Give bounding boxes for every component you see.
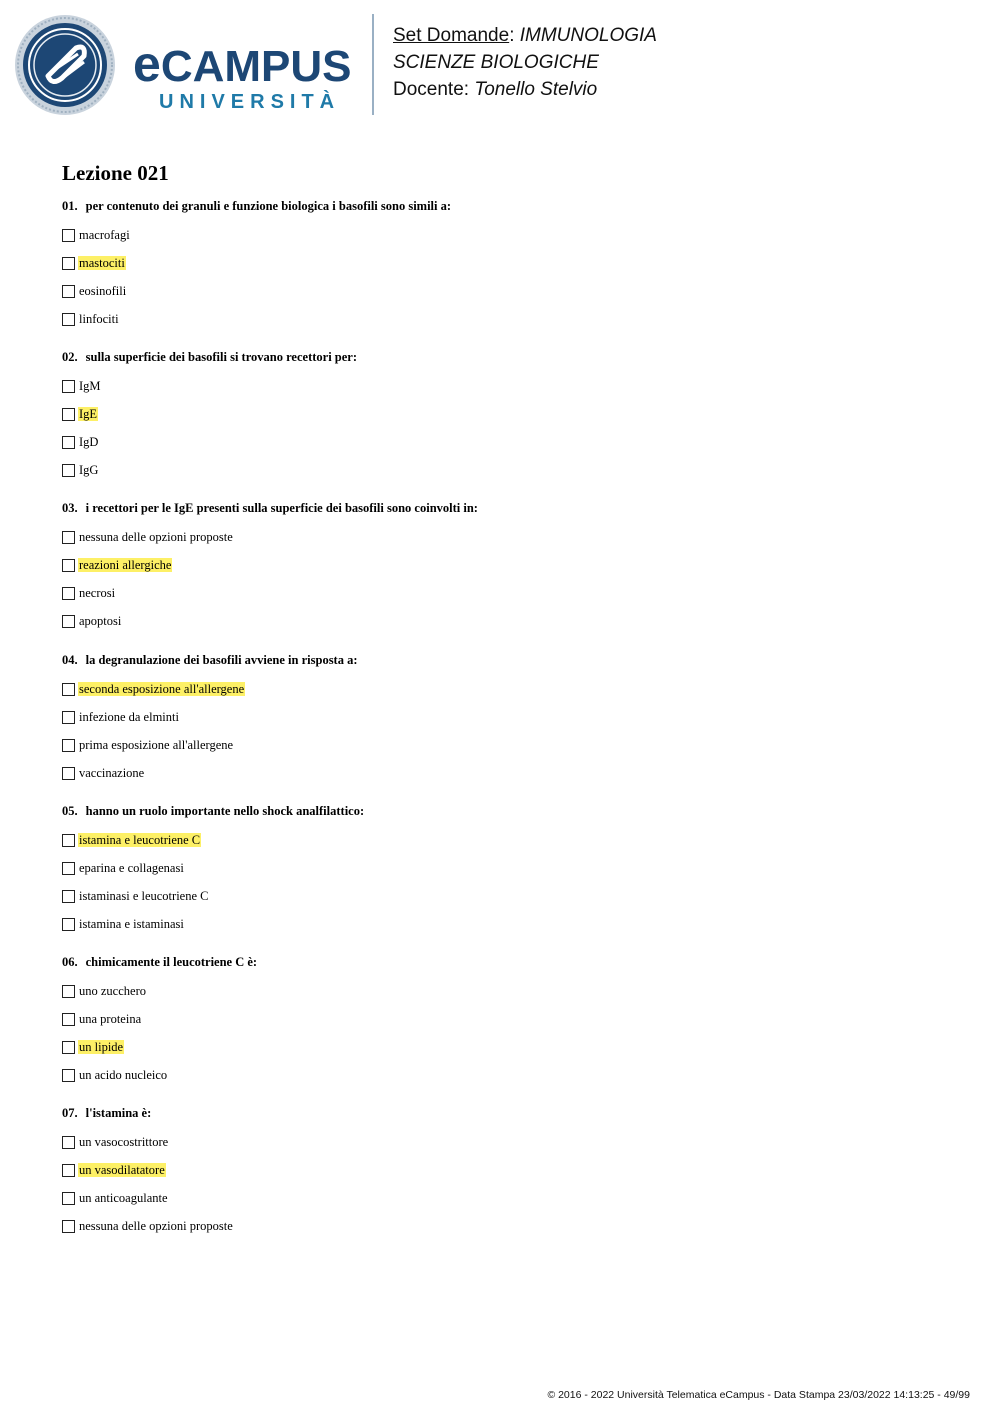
question-text <box>62 953 257 971</box>
answer-label-highlighted: istamina e leucotriene C <box>79 833 201 847</box>
question-prompt: per contenuto dei granuli e funzione biologica i basofili sono simili a: <box>85 199 452 213</box>
answer-checkbox[interactable] <box>62 918 75 931</box>
answer-checkbox[interactable] <box>62 834 75 847</box>
answer-checkbox[interactable] <box>62 739 75 752</box>
subject-name: IMMUNOLOGIA <box>519 25 657 46</box>
answer-checkbox[interactable] <box>62 313 75 326</box>
question-block <box>62 651 358 787</box>
answer-checkbox[interactable] <box>62 408 75 421</box>
question-number: 02. <box>62 350 78 364</box>
answer-checkbox[interactable] <box>62 1136 75 1149</box>
teacher-label: Docente: <box>393 79 475 100</box>
answer-label: un acido nucleico <box>79 1068 168 1082</box>
question-text <box>62 197 451 215</box>
answer-label: un vasocostrittore <box>79 1135 169 1149</box>
answer-label: necrosi <box>79 586 116 600</box>
question-text <box>62 499 478 517</box>
answer-option[interactable] <box>62 249 451 277</box>
answer-label: istaminasi e leucotriene C <box>79 889 209 903</box>
answer-checkbox[interactable] <box>62 1013 75 1026</box>
question-prompt: i recettori per le IgE presenti sulla superficie dei basofili sono coinvolti in: <box>85 501 478 515</box>
wordmark-universita: UNIVERSITÀ <box>159 91 341 113</box>
answer-checkbox[interactable] <box>62 985 75 998</box>
question-text <box>62 651 358 669</box>
teacher-name: Tonello Stelvio <box>474 79 598 100</box>
question-block <box>62 499 478 635</box>
question-block <box>62 197 451 333</box>
question-prompt: chimicamente il leucotriene C è: <box>85 955 258 969</box>
question-number: 01. <box>62 199 78 213</box>
answer-option[interactable] <box>62 372 357 400</box>
answer-label: IgD <box>79 435 99 449</box>
answer-option[interactable] <box>62 1128 234 1156</box>
answer-label: IgM <box>79 379 101 393</box>
answer-checkbox[interactable] <box>62 559 75 572</box>
question-number: 06. <box>62 955 78 969</box>
answer-option[interactable] <box>62 1061 257 1089</box>
answer-checkbox[interactable] <box>62 1164 75 1177</box>
question-prompt: l'istamina è: <box>85 1106 152 1120</box>
answer-checkbox[interactable] <box>62 890 75 903</box>
answer-option[interactable] <box>62 703 358 731</box>
answer-label: istamina e istaminasi <box>79 917 184 931</box>
question-block <box>62 802 364 938</box>
answer-option[interactable] <box>62 428 357 456</box>
answer-checkbox[interactable] <box>62 380 75 393</box>
answer-checkbox[interactable] <box>62 767 75 780</box>
answer-checkbox[interactable] <box>62 615 75 628</box>
answer-label: un anticoagulante <box>79 1191 168 1205</box>
answer-checkbox[interactable] <box>62 711 75 724</box>
answer-label: apoptosi <box>79 614 122 628</box>
question-number: 03. <box>62 501 78 515</box>
answer-checkbox[interactable] <box>62 1192 75 1205</box>
answer-label: linfociti <box>79 312 119 326</box>
page-footer: © 2016 - 2022 Università Telematica eCampus - Data Stampa 23/03/2022 14:13:25 - 49/99 <box>547 1389 970 1401</box>
answer-option[interactable] <box>62 221 451 249</box>
question-text <box>62 348 357 366</box>
ecampus-wordmark <box>133 36 352 113</box>
answer-option[interactable] <box>62 1184 234 1212</box>
answer-label: prima esposizione all'allergene <box>79 738 234 752</box>
answer-checkbox[interactable] <box>62 229 75 242</box>
question-block <box>62 348 357 484</box>
question-number: 07. <box>62 1106 78 1120</box>
answer-checkbox[interactable] <box>62 683 75 696</box>
answer-option[interactable] <box>62 731 358 759</box>
question-prompt: hanno un ruolo importante nello shock analfilattico: <box>85 804 365 818</box>
answer-label-highlighted: un vasodilatatore <box>79 1163 165 1177</box>
answer-checkbox[interactable] <box>62 257 75 270</box>
answer-label: uno zucchero <box>79 984 146 998</box>
answer-option[interactable] <box>62 456 357 484</box>
answer-label-highlighted: IgE <box>79 407 98 421</box>
answer-label: IgG <box>79 463 99 477</box>
answer-option[interactable] <box>62 523 478 551</box>
answer-label: una proteina <box>79 1012 142 1026</box>
wordmark-e: e <box>133 36 161 92</box>
answer-option[interactable] <box>62 882 364 910</box>
answer-option[interactable] <box>62 1005 257 1033</box>
answer-checkbox[interactable] <box>62 1220 75 1233</box>
page-header <box>0 0 1000 130</box>
answer-label-highlighted: seconda esposizione all'allergene <box>79 682 245 696</box>
set-separator: : <box>509 25 520 46</box>
answer-label: macrofagi <box>79 228 130 242</box>
answer-option[interactable] <box>62 759 358 787</box>
ecampus-seal-logo <box>14 14 116 116</box>
header-divider <box>372 14 374 115</box>
answer-checkbox[interactable] <box>62 1041 75 1054</box>
answer-label: eosinofili <box>79 284 127 298</box>
answer-option[interactable] <box>62 1212 234 1240</box>
answer-option[interactable] <box>62 826 364 854</box>
answer-checkbox[interactable] <box>62 531 75 544</box>
question-block <box>62 953 257 1089</box>
answer-option[interactable] <box>62 551 478 579</box>
question-text <box>62 1104 234 1122</box>
question-number: 04. <box>62 653 78 667</box>
answer-label: nessuna delle opzioni proposte <box>79 1219 233 1233</box>
question-prompt: sulla superficie dei basofili si trovano recettori per: <box>85 350 357 364</box>
question-prompt: la degranulazione dei basofili avviene in risposta a: <box>85 653 358 667</box>
set-label: Set Domande <box>393 25 510 46</box>
answer-option[interactable] <box>62 1156 234 1184</box>
question-text <box>62 802 364 820</box>
lesson-title: Lezione 021 <box>62 161 169 185</box>
answer-label-highlighted: un lipide <box>79 1040 124 1054</box>
answer-option[interactable] <box>62 305 451 333</box>
answer-label: infezione da elminti <box>79 710 179 724</box>
answer-label-highlighted: reazioni allergiche <box>79 558 172 572</box>
set-line <box>393 22 657 49</box>
answer-label: nessuna delle opzioni proposte <box>79 530 233 544</box>
answer-checkbox[interactable] <box>62 862 75 875</box>
answer-checkbox[interactable] <box>62 436 75 449</box>
answer-checkbox[interactable] <box>62 464 75 477</box>
answer-checkbox[interactable] <box>62 587 75 600</box>
answer-label-highlighted: mastociti <box>79 256 125 270</box>
teacher-line <box>393 76 657 103</box>
answer-option[interactable] <box>62 977 257 1005</box>
answer-checkbox[interactable] <box>62 1069 75 1082</box>
answer-option[interactable] <box>62 854 364 882</box>
answer-option[interactable] <box>62 607 478 635</box>
answer-option[interactable] <box>62 675 358 703</box>
answer-label: eparina e collagenasi <box>79 861 184 875</box>
answer-label: vaccinazione <box>79 766 145 780</box>
answer-option[interactable] <box>62 1033 257 1061</box>
answer-checkbox[interactable] <box>62 285 75 298</box>
question-number: 05. <box>62 804 78 818</box>
course-name: SCIENZE BIOLOGICHE <box>393 52 599 73</box>
wordmark-campus: CAMPUS <box>160 42 352 91</box>
answer-option[interactable] <box>62 400 357 428</box>
answer-option[interactable] <box>62 910 364 938</box>
header-info <box>393 22 657 103</box>
answer-option[interactable] <box>62 579 478 607</box>
answer-option[interactable] <box>62 277 451 305</box>
question-block <box>62 1104 234 1240</box>
